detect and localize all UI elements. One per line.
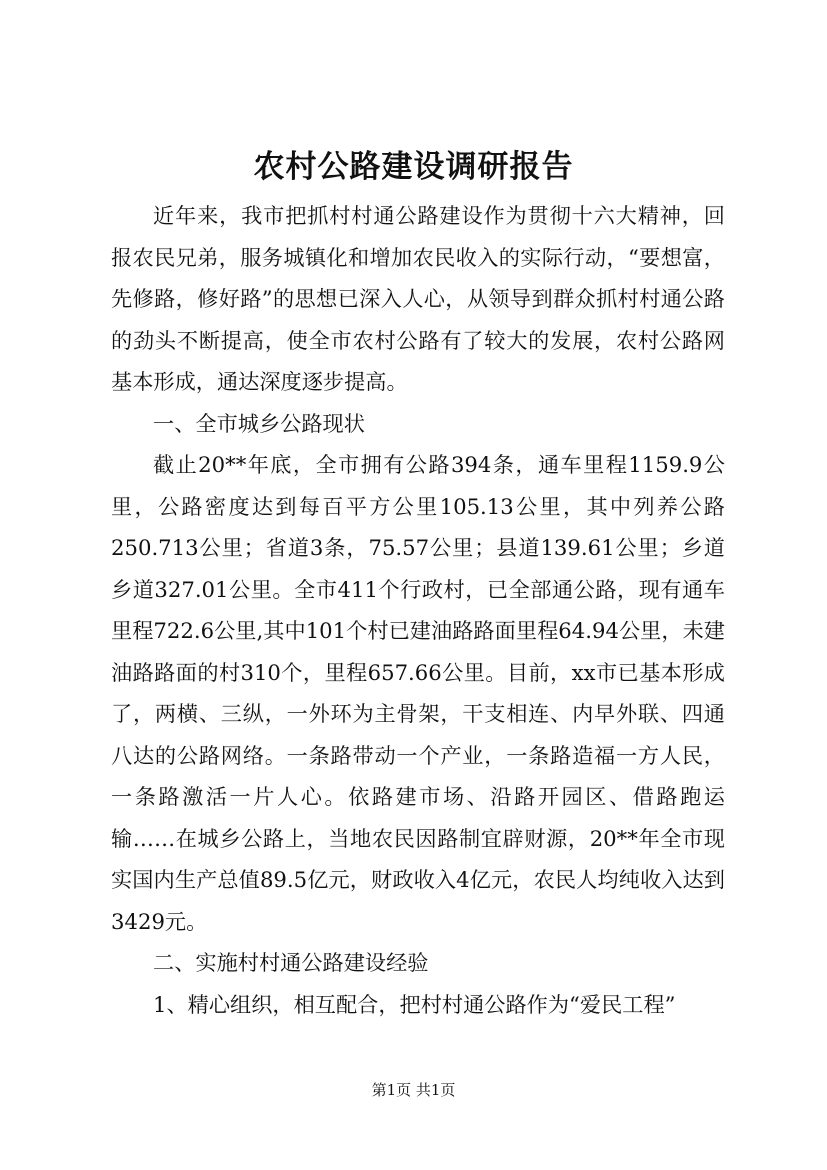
paragraph-point-1: 1、精心组织，相互配合，把村村通公路作为“爱民工程” — [153, 991, 676, 1017]
document-body — [111, 195, 725, 1025]
paragraph-status: 截止20**年底，全市拥有公路394条，通车里程1159.9公里，公路密度达到每百平方公里105.13公里，其中列养公路250.713公里；省道3条，75.57公里；县道139.61公里；乡道乡道327.01公里。全市411个行政村，已全部通公路，现有通车里程722.6公里,其中101个村已建油路路面里程64.94公里，未建油路路面的村310个，里程657.66公里。目前，xx市已基本形成了，两横、三纵，一外环为主骨架，干支相连、内早外联、四通八达的公路网络。一条路带动一个产业，一条路造福一方人民，一条路激活一片人心。依路建市场、沿路开园区、借路跑运输……在城乡公路上，当地农民因路制宜辟财源，20**年全市现实国内生产总值89.5亿元，财政收入4亿元，农民人均纯收入达到3429元。 — [111, 452, 725, 934]
document-title: 农村公路建设调研报告 — [253, 149, 574, 185]
section-heading-1: 一、全市城乡公路现状 — [153, 410, 365, 436]
paragraph-intro: 近年来，我市把抓村村通公路建设作为贯彻十六大精神，回报农民兄弟，服务城镇化和增加农民收入的实际行动，“要想富，先修路，修好路”的思想已深入人心，从领导到群众抓村村通公路的劲头不断提高，使全市农村公路有了较大的发展，农村公路网基本形成，通达深度逐步提高。 — [111, 203, 725, 394]
page-footer: 第1页 共1页 — [371, 1081, 456, 1099]
section-heading-2: 二、实施村村通公路建设经验 — [153, 950, 429, 975]
